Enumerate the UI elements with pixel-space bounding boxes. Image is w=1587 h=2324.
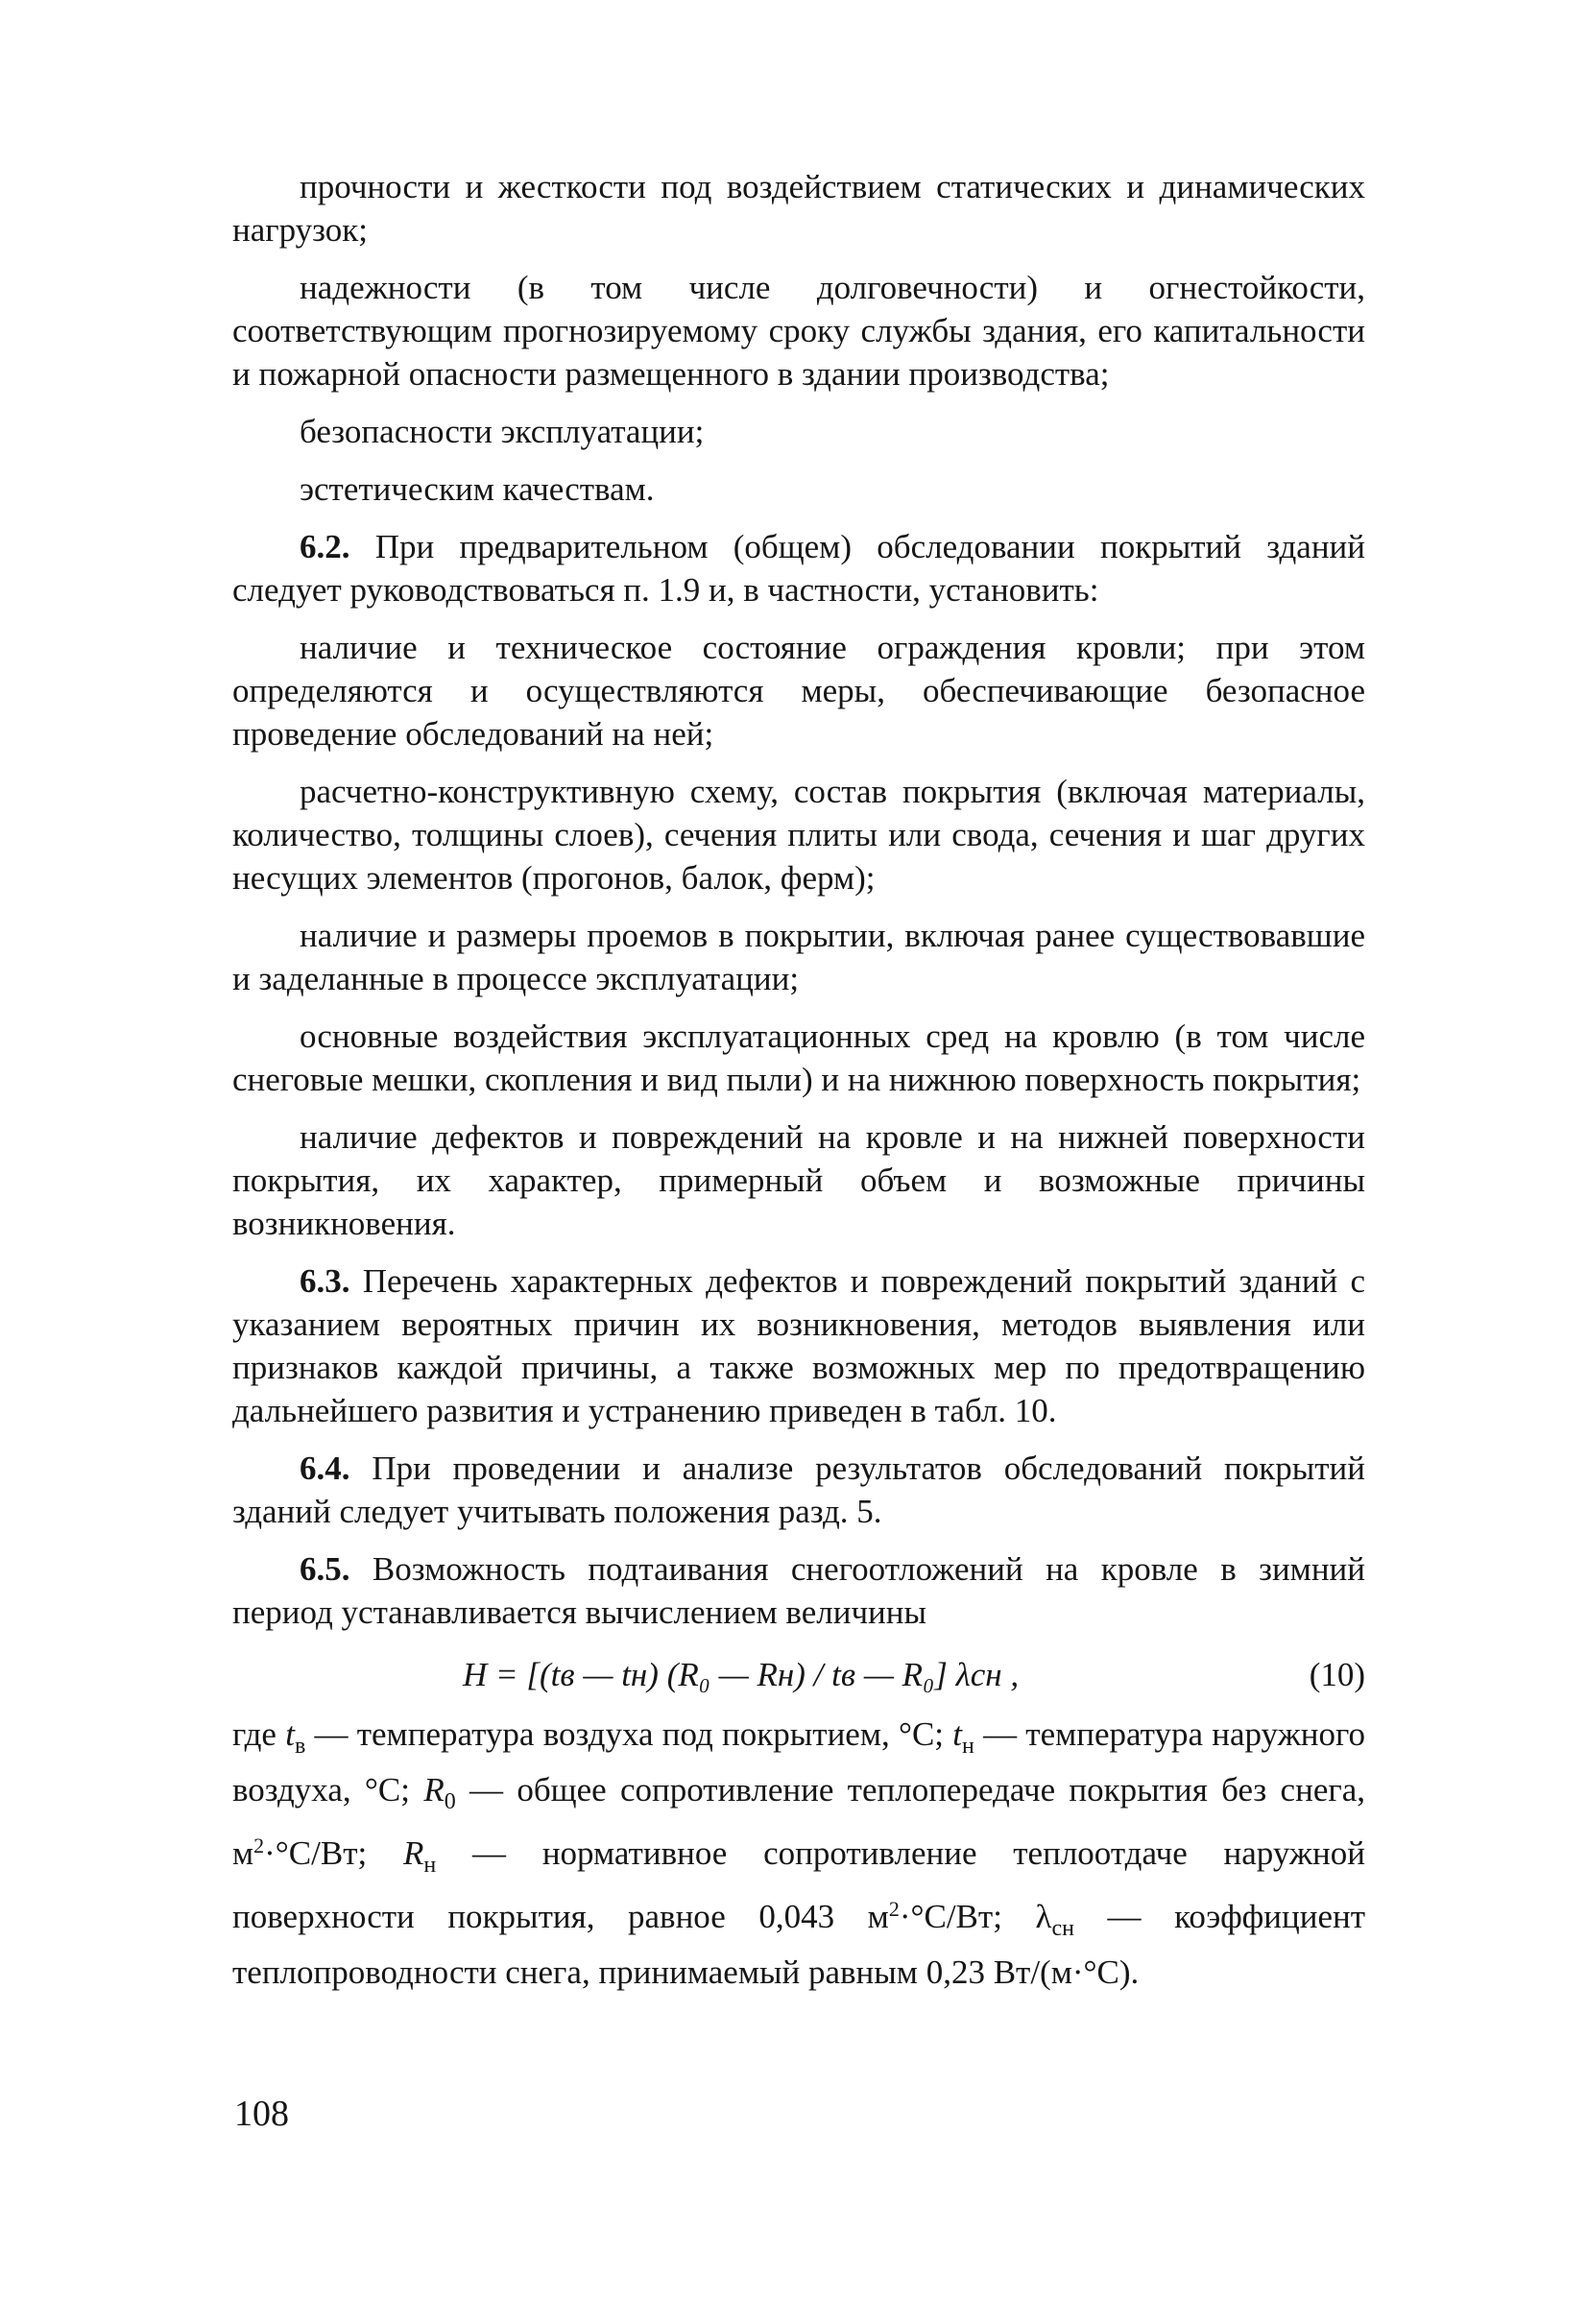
legend-text: ·°С/Вт; bbox=[264, 1834, 404, 1872]
symbol-t: t bbox=[285, 1715, 295, 1753]
symbol-r: R bbox=[403, 1834, 424, 1872]
section-text: Перечень характерных дефектов и повреждений покрытий зданий с указанием вероятных причин их возникновения, методов выявления или признаков каждой причины, а также возможных мер по предотвращению дальнейшего развития и устранению приведен в табл. 10. bbox=[232, 1262, 1366, 1429]
section-6-2 bbox=[232, 525, 1365, 611]
list-item: основные воздействия эксплуатационных сред на кровлю (в том числе снеговые мешки, скопления и вид пыли) и на нижнюю поверхность покрытия; bbox=[232, 1018, 1365, 1098]
requirement-reliability: надежности (в том числе долговечности) и огнестойкости, соответствующим прогнозируемому сроку службы здания, его капитальности и пожарной опасности размещенного в здании производства; bbox=[232, 269, 1365, 393]
list-item: наличие и техническое состояние ограждения кровли; при этом определяются и осуществляются меры, обеспечивающие безопасное проведение обследований на ней; bbox=[232, 629, 1365, 753]
requirement-aesthetics: эстетическим качествам. bbox=[300, 470, 655, 508]
subscript: в bbox=[294, 1734, 306, 1759]
subscript: сн bbox=[1051, 1916, 1074, 1941]
requirement-strength: прочности и жесткости под воздействием статических и динамических нагрузок; bbox=[232, 168, 1365, 249]
legend-text: — нормативное сопротивление теплоотдаче наружной поверхности покрытия, равное 0,043 м bbox=[232, 1834, 1365, 1935]
subscript: 0 bbox=[444, 1789, 456, 1814]
subscript: н bbox=[423, 1853, 437, 1878]
list-item: наличие дефектов и повреждений на кровле и на нижней поверхности покрытия, их характер, примерный объем и возможные причины возникновения. bbox=[232, 1118, 1365, 1242]
list-item: наличие и размеры проемов в покрытии, включая ранее существовавшие и заделанные в процессе эксплуатации; bbox=[232, 917, 1365, 997]
list-item: расчетно-конструктивную схему, состав покрытия (включая материалы, количество, толщины слоев), сечения плиты или свода, сечения и шаг других несущих элементов (прогонов, балок, ферм); bbox=[232, 773, 1365, 897]
legend-text: — коэффициент теплопроводности снега, принимаемый равным 0,23 Вт/(м·°С). bbox=[232, 1898, 1366, 1991]
formula-expression: H = [(tв — tн) (R₀ — Rн) / tв — R₀] λсн , bbox=[463, 1656, 1020, 1693]
legend-text: где bbox=[232, 1715, 277, 1753]
section-number: 6.4. bbox=[300, 1450, 350, 1487]
legend-text: — общее сопротивление теплопередаче покрытия без снега, м bbox=[232, 1771, 1365, 1872]
section-number: 6.3. bbox=[300, 1262, 350, 1300]
formula-10 bbox=[232, 1653, 1365, 1701]
requirement-safety: безопасности эксплуатации; bbox=[300, 413, 705, 450]
section-6-5 bbox=[232, 1547, 1365, 1634]
legend-text: — температура воздуха под покрытием, °С; bbox=[305, 1715, 953, 1753]
section-text: Возможность подтаивания снегоотложений на кровле в зимний период устанавливается вычислением величины bbox=[232, 1550, 1366, 1631]
subscript: н bbox=[962, 1734, 974, 1759]
symbol-t: t bbox=[952, 1715, 962, 1753]
section-text: При проведении и анализе результатов обследований покрытий зданий следует учитывать положения разд. 5. bbox=[232, 1450, 1366, 1530]
legend-text: — температура наружного воздуха, °С; bbox=[232, 1715, 1365, 1809]
section-6-4 bbox=[232, 1447, 1365, 1533]
section-number: 6.5. bbox=[300, 1550, 350, 1588]
page-content bbox=[232, 165, 1365, 2008]
formula-legend bbox=[232, 1713, 1365, 1994]
superscript: 2 bbox=[253, 1833, 265, 1857]
superscript: 2 bbox=[888, 1897, 900, 1921]
symbol-lambda: λ bbox=[1035, 1898, 1052, 1935]
section-number: 6.2. bbox=[300, 528, 350, 565]
section-text: При предварительном (общем) обследовании покрытий зданий следует руководствоваться п. 1.9 и, в частности, установить: bbox=[232, 528, 1366, 609]
legend-text: ·°С/Вт; bbox=[899, 1898, 1036, 1935]
section-6-3 bbox=[232, 1259, 1365, 1432]
page-number: 108 bbox=[234, 2094, 289, 2134]
formula-number: (10) bbox=[1309, 1656, 1365, 1693]
symbol-r: R bbox=[423, 1771, 445, 1809]
